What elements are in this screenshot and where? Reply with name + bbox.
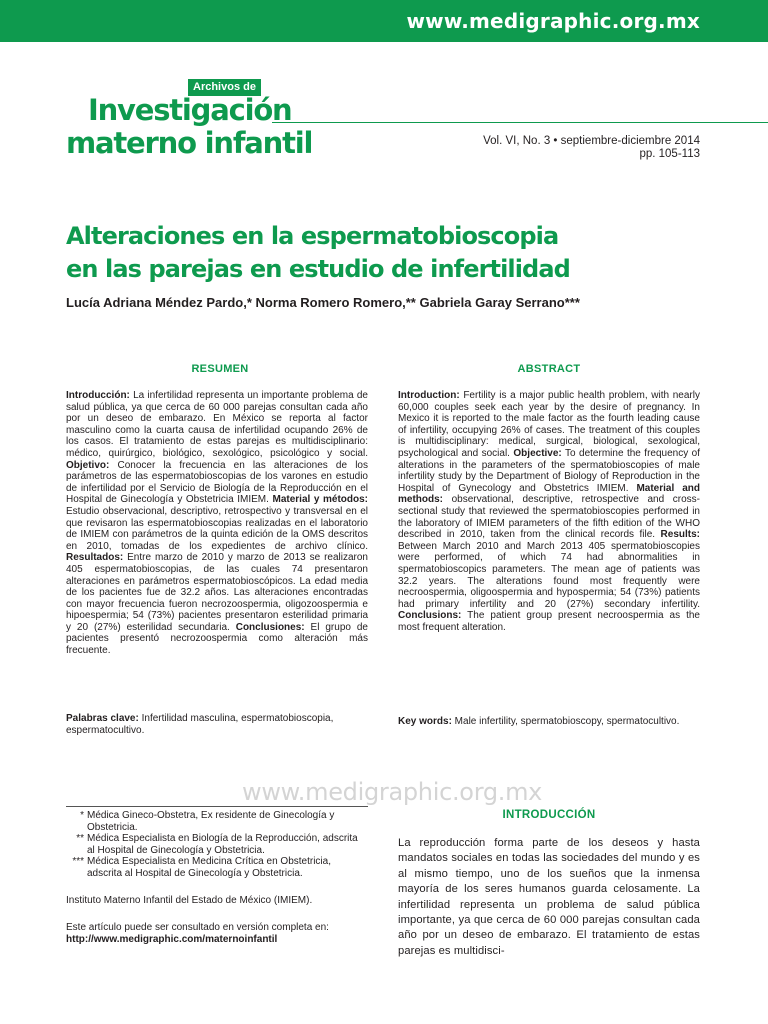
abstract-met-text: observational, descriptive, retrospective and cross-sectional study that reviewed the spermatobioscopies performed in the laboratory of IMIEM parameters of the fifth edition of the WHO described in 2010, taken from the clinical records file. bbox=[398, 494, 700, 541]
consult-note bbox=[66, 922, 376, 946]
footnote-mark: ** bbox=[76, 833, 84, 845]
abstract-met-label: Material and methods: bbox=[398, 482, 700, 506]
title-line2: en las parejas en estudio de infertilidad bbox=[66, 255, 570, 283]
footnote-mark: * bbox=[80, 810, 84, 821]
abstract-res-label: Results: bbox=[660, 529, 700, 541]
issue-info bbox=[483, 135, 700, 161]
resumen-res-label: Resultados: bbox=[66, 552, 124, 564]
abstract-kw-label: Key words: bbox=[398, 716, 452, 727]
abstract-con-label: Conclusions: bbox=[398, 610, 462, 622]
footnote-item bbox=[66, 833, 368, 856]
resumen-con-label: Conclusiones: bbox=[235, 621, 305, 633]
abstract-intro-label: Introduction: bbox=[398, 390, 460, 401]
resumen-heading: RESUMEN bbox=[191, 363, 249, 375]
article-authors: Lucía Adriana Méndez Pardo,* Norma Romero Romero,** Gabriela Garay Serrano*** bbox=[66, 295, 580, 310]
institution: Instituto Materno Infantil del Estado de México (IMIEM). bbox=[66, 895, 313, 906]
footnotes bbox=[66, 810, 368, 880]
footnote-text: Médica Especialista en Medicina Crítica en Obstetricia, adscrita al Hospital de Ginecología y Obstetricia. bbox=[87, 856, 331, 879]
resumen-obj-label: Objetivo: bbox=[66, 459, 110, 471]
footnote-text: Médica Gineco-Obstetra, Ex residente de Ginecología y Obstetricia. bbox=[87, 810, 335, 833]
abstract-intro-text: Fertility is a major public health problem, with nearly 60,000 couples seek each year by the desire of pregnancy. In Mexico it is reported to the male factor as the fourth leading cause of infertility, occupying 26% of cases. The treatment of this couples is multidisciplinary: medical, surgical, biological, sexological, psychological and social. bbox=[398, 390, 700, 459]
abstract-obj-text: To determine the frequency of alterations in the parameters of the spermatobioscopies of male infertility study by the Department of Biology of Reproduction in the Hospital of Gynecology and Obstetrics IMIEM. bbox=[398, 447, 700, 494]
introduccion-body: La reproducción forma parte de los deseos y hasta mandatos sociales en todas las sociedades del mundo y es al mismo tiempo, uno de los sueños que la inmensa mayoría de los seres humanos guarda celosamente. La infertilidad representa un problema de salud pública importante, ya que cerca de 60 000 parejas consultan cada año por un deseo de embarazo. El tratamiento de estas parejas es multidisci- bbox=[398, 837, 700, 957]
footnote-item bbox=[66, 856, 368, 879]
title-line1: Alteraciones en la espermatobioscopia bbox=[66, 222, 559, 250]
resumen-intro-label: Introducción: bbox=[66, 390, 130, 401]
resumen-body bbox=[66, 390, 368, 657]
abstract-obj-label: Objective: bbox=[513, 447, 562, 459]
footnote-text: Médica Especialista en Biología de la Reproducción, adscrita al Hospital de Ginecología y Obstetricia. bbox=[87, 833, 358, 856]
site-url[interactable]: www.medigraphic.org.mx bbox=[406, 9, 700, 33]
resumen-obj-text: Conocer la frecuencia en las alteraciones de los parámetros de las espermatobioscopias de los varones en estudio de infertilidad por el Servicio de Biología de la Reproducción en el Hospital de Ginecología y Obstetricia IMIEM. bbox=[66, 459, 368, 506]
resumen-keywords bbox=[66, 713, 368, 736]
consult-link[interactable]: http://www.medigraphic.com/maternoinfantil bbox=[66, 934, 278, 945]
resumen-met-label: Material y métodos: bbox=[272, 494, 368, 506]
header-divider bbox=[272, 122, 768, 123]
resumen-con-text: El grupo de pacientes presentó necrozoospermia como alteración más frecuente. bbox=[66, 621, 368, 657]
consult-text: Este artículo puede ser consultado en versión completa en: bbox=[66, 922, 329, 933]
resumen-intro-text: La infertilidad representa un importante problema de salud pública, ya que cerca de 60 000 parejas consultan cada año por un deseo de embarazo. En México se reporta al factor masculino como la cuarta causa de infertilidad ocupando 26% de los casos. El tratamiento de estas parejas es multidisciplinario: médico, quirúrgico, biológico, sexológico, psicológico y social. bbox=[66, 390, 368, 459]
resumen-met-text: Estudio observacional, descriptivo, retrospectivo y transversal en el que revisaron las espermatobioscopias realizadas en el laboratorio de IMIEM con parámetros de la quinta edición de la OMS descritos en 2010, tomadas de los expedientes de archivo clínico. bbox=[66, 505, 368, 552]
footnote-divider bbox=[66, 806, 368, 807]
abstract-kw-text: Male infertility, spermatobioscopy, spermatocultivo. bbox=[451, 716, 680, 727]
watermark: www.medigraphic.org.mx bbox=[242, 778, 543, 806]
journal-name-line1: Investigación bbox=[88, 93, 292, 127]
abstract-res-text: Between March 2010 and March 2013 405 spermatobioscopies were performed, of which 74 had abnormalities in spermatobioscopics parameters. The mean age of patients was 32.2 years. The alterations found most frequently were necroospermia, oligoospermia and hypospermia; 54 (73%) patients had primary infertility and 20 (27%) secondary infertility. bbox=[398, 540, 700, 610]
resumen-kw-label: Palabras clave: bbox=[66, 713, 139, 724]
issue-volume: Vol. VI, No. 3 • septiembre-diciembre 2014 bbox=[483, 135, 700, 147]
issue-pages: pp. 105-113 bbox=[639, 148, 700, 160]
journal-logo bbox=[66, 94, 312, 160]
journal-name-line2: materno infantil bbox=[66, 126, 313, 160]
article-title bbox=[66, 220, 706, 286]
top-banner bbox=[0, 0, 768, 42]
abstract-con-text: The patient group present necroospermia as the most frequent alteration. bbox=[398, 610, 700, 633]
abstract-keywords bbox=[398, 716, 700, 728]
footnote-mark: *** bbox=[72, 856, 84, 868]
introduccion-heading: INTRODUCCIÓN bbox=[502, 809, 596, 821]
abstract-body bbox=[398, 390, 700, 633]
resumen-kw-text: Infertilidad masculina, espermatobioscopia, espermatocultivo. bbox=[66, 713, 334, 736]
footnote-item bbox=[66, 810, 368, 833]
abstract-heading: ABSTRACT bbox=[517, 363, 581, 375]
resumen-res-text: Entre marzo de 2010 y marzo de 2013 se realizaron 405 espermatobioscopias, de las cuales 74 presentaron alteraciones en parámetros espermatobioscópicos. La edad media de los pacientes fue de 32.2 años. Las alteraciones encontradas con mayor frecuencia fueron necrozoospermia, oligozoospermia e hipoespermia; 54 (73%) pacientes presentaron esterilidad primaria y 20 (27%) esterilidad secundaria. bbox=[66, 552, 368, 633]
journal-label: Archivos de bbox=[188, 79, 261, 96]
